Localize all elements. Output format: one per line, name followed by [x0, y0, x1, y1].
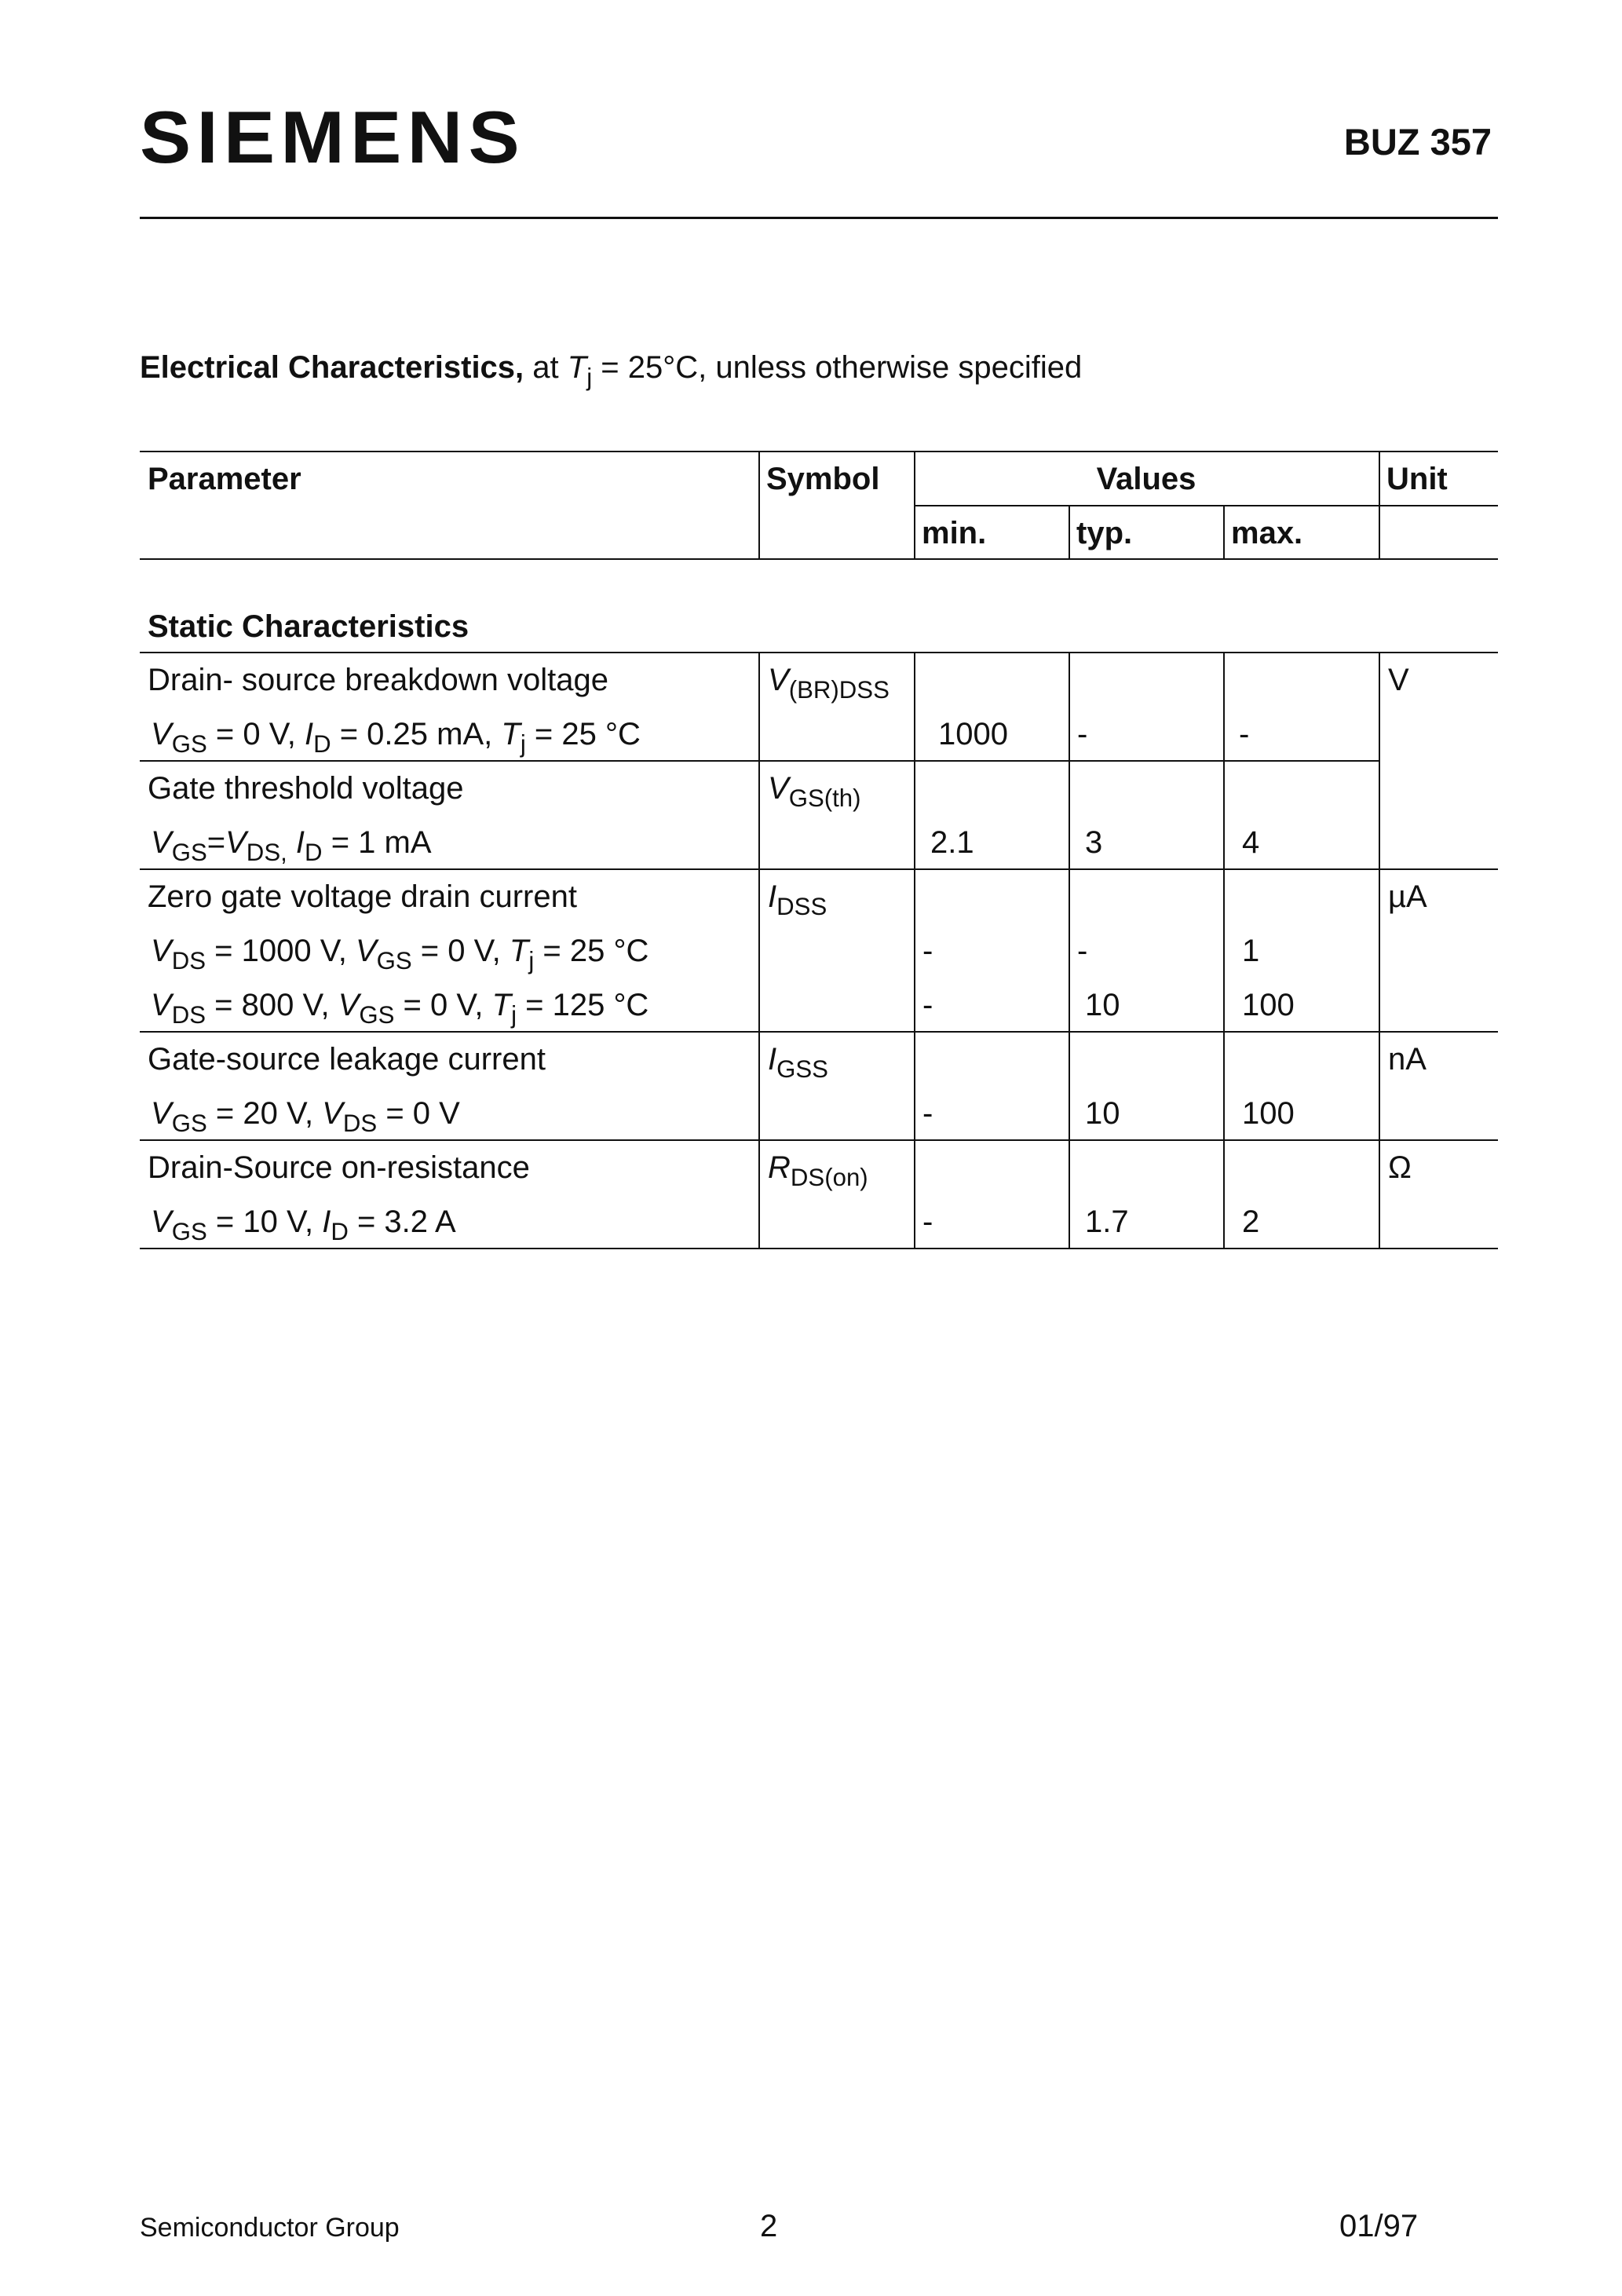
- header-parameter: Parameter: [148, 462, 301, 496]
- row-2-max-1: 100: [1242, 988, 1295, 1022]
- condition-part: T: [491, 988, 512, 1022]
- header-bottom-rule: [140, 558, 1498, 560]
- condition-part: = 0 V,: [394, 988, 492, 1022]
- condition-part: GS: [171, 838, 207, 866]
- row-4-unit: Ω: [1388, 1150, 1412, 1185]
- caption-rest: = 25°C, unless otherwise specified: [601, 350, 1083, 385]
- row-4-typ-0: 1.7: [1085, 1205, 1129, 1239]
- table-bottom-rule: [140, 1248, 1498, 1249]
- condition-part: = 0 V,: [411, 934, 510, 968]
- row-4-min-0: -: [922, 1205, 933, 1239]
- footer-date: 01/97: [1339, 2209, 1419, 2243]
- row-2-typ-0: -: [1077, 934, 1088, 968]
- symbol-main: I: [768, 1042, 777, 1077]
- condition-part: V: [338, 988, 360, 1022]
- row-4-parameter: Drain-Source on-resistance: [148, 1150, 530, 1185]
- row-2-parameter: Zero gate voltage drain current: [148, 879, 577, 914]
- header-symbol: Symbol: [766, 462, 880, 496]
- row-4-condition-0: [151, 1205, 456, 1245]
- header-values: Values: [1096, 462, 1196, 496]
- caption-tj-symbol: T: [567, 350, 587, 385]
- row-2-condition-0: [151, 934, 649, 974]
- symbol-sub: DSS: [776, 892, 827, 920]
- symbol-sub: GSS: [776, 1055, 828, 1083]
- condition-part: = 10 V,: [206, 1205, 323, 1239]
- condition-part: D: [331, 1217, 349, 1245]
- header-vrule-max: [1223, 505, 1225, 558]
- header-vrule-typ: [1069, 505, 1070, 558]
- header-rule: [140, 217, 1498, 219]
- condition-part: j: [520, 729, 526, 758]
- header-unit: Unit: [1386, 462, 1448, 496]
- condition-part: I: [322, 1205, 331, 1239]
- row-0-parameter: Drain- source breakdown voltage: [148, 663, 608, 697]
- row-0-symbol: [768, 663, 890, 704]
- condition-part: GS: [171, 1217, 207, 1245]
- row-2-symbol: [768, 879, 827, 920]
- section-title: Static Characteristics: [148, 609, 469, 644]
- table-caption: [140, 350, 1083, 391]
- row-1-min-0: 2.1: [930, 825, 974, 860]
- row-0-typ-0: -: [1077, 717, 1088, 751]
- row-rule-4: [140, 1139, 1498, 1141]
- condition-part: GS: [376, 946, 412, 974]
- table-top-rule: [140, 451, 1498, 452]
- condition-part: I: [304, 717, 314, 751]
- row-2-min-0: -: [922, 934, 933, 968]
- header-vrule-symbol: [758, 451, 760, 558]
- condition-part: j: [511, 1000, 517, 1029]
- row-1-condition-0: [151, 825, 432, 866]
- header-vrule-unit: [1379, 451, 1380, 558]
- row-1-typ-0: 3: [1085, 825, 1103, 860]
- condition-part: = 1000 V,: [206, 934, 356, 968]
- row-2-min-1: -: [922, 988, 933, 1022]
- row-0-condition-0: [151, 717, 641, 758]
- values-header-rule: [914, 505, 1498, 506]
- row-3-parameter: Gate-source leakage current: [148, 1042, 546, 1077]
- condition-part: I: [295, 825, 305, 860]
- part-number: BUZ 357: [1343, 121, 1492, 163]
- condition-part: V: [151, 717, 172, 751]
- condition-part: =: [206, 825, 226, 860]
- condition-part: = 25 °C: [525, 717, 641, 751]
- condition-part: = 125 °C: [517, 988, 649, 1022]
- row-4-max-0: 2: [1242, 1205, 1260, 1239]
- header-typ: typ.: [1076, 516, 1133, 550]
- condition-part: V: [225, 825, 247, 860]
- condition-part: V: [151, 988, 172, 1022]
- condition-part: = 0 V,: [206, 717, 305, 751]
- condition-part: T: [501, 717, 521, 751]
- condition-part: = 0 V: [377, 1096, 460, 1131]
- row-1-parameter: Gate threshold voltage: [148, 771, 464, 806]
- body-vrule-max: [1223, 652, 1225, 1248]
- header-max: max.: [1231, 516, 1303, 550]
- condition-part: V: [151, 1205, 172, 1239]
- row-3-min-0: -: [922, 1096, 933, 1131]
- condition-part: V: [151, 934, 172, 968]
- condition-part: = 800 V,: [206, 988, 338, 1022]
- condition-part: DS,: [246, 838, 287, 866]
- row-3-symbol: [768, 1042, 828, 1083]
- row-0-max-0: -: [1239, 717, 1250, 751]
- footer-page-number: 2: [760, 2209, 778, 2243]
- condition-part: [287, 825, 296, 860]
- row-3-typ-0: 10: [1085, 1096, 1120, 1131]
- body-vrule-unit: [1379, 652, 1380, 1248]
- footer-company: Semiconductor Group: [140, 2213, 400, 2243]
- row-2-condition-1: [151, 988, 649, 1029]
- body-vrule-symbol: [758, 652, 760, 1248]
- section-rule: [140, 652, 1498, 653]
- condition-part: V: [322, 1096, 343, 1131]
- row-1-max-0: 4: [1242, 825, 1260, 860]
- body-vrule-min: [914, 652, 915, 1248]
- row-4-symbol: [768, 1150, 868, 1191]
- condition-part: D: [313, 729, 331, 758]
- condition-part: = 0.25 mA,: [331, 717, 502, 751]
- row-2-unit: µA: [1388, 879, 1427, 914]
- condition-part: DS: [171, 1000, 206, 1029]
- condition-part: GS: [171, 729, 207, 758]
- condition-part: = 25 °C: [534, 934, 649, 968]
- condition-part: DS: [171, 946, 206, 974]
- row-3-condition-0: [151, 1096, 460, 1137]
- condition-part: DS: [342, 1109, 378, 1137]
- condition-part: j: [528, 946, 535, 974]
- symbol-sub: GS(th): [788, 784, 861, 812]
- caption-at: at: [532, 350, 559, 385]
- row-2-typ-1: 10: [1085, 988, 1120, 1022]
- row-rule-3: [140, 1031, 1498, 1033]
- row-3-unit: nA: [1388, 1042, 1427, 1077]
- symbol-main: R: [768, 1150, 791, 1185]
- row-1-symbol: [768, 771, 861, 812]
- condition-part: V: [355, 934, 377, 968]
- symbol-sub: (BR)DSS: [788, 675, 890, 704]
- row-3-max-0: 100: [1242, 1096, 1295, 1131]
- condition-part: T: [509, 934, 529, 968]
- body-vrule-typ: [1069, 652, 1070, 1248]
- condition-part: = 3.2 A: [348, 1205, 456, 1239]
- condition-part: D: [305, 838, 323, 866]
- condition-part: V: [151, 1096, 172, 1131]
- condition-part: GS: [359, 1000, 395, 1029]
- header-min: min.: [922, 516, 987, 550]
- condition-part: GS: [171, 1109, 207, 1137]
- row-0-min-0: 1000: [938, 717, 1008, 751]
- row-0-unit: V: [1388, 663, 1409, 697]
- condition-part: = 1 mA: [322, 825, 432, 860]
- caption-tj-sub: j: [586, 363, 593, 391]
- siemens-logo: SIEMENS: [140, 96, 525, 178]
- symbol-main: I: [768, 879, 777, 914]
- caption-title: Electrical Characteristics,: [140, 350, 524, 385]
- condition-part: = 20 V,: [206, 1096, 323, 1131]
- row-rule-2: [140, 868, 1498, 870]
- symbol-main: V: [768, 771, 789, 806]
- symbol-sub: DS(on): [790, 1163, 868, 1191]
- symbol-main: V: [768, 663, 789, 697]
- row-2-max-0: 1: [1242, 934, 1260, 968]
- condition-part: V: [151, 825, 172, 860]
